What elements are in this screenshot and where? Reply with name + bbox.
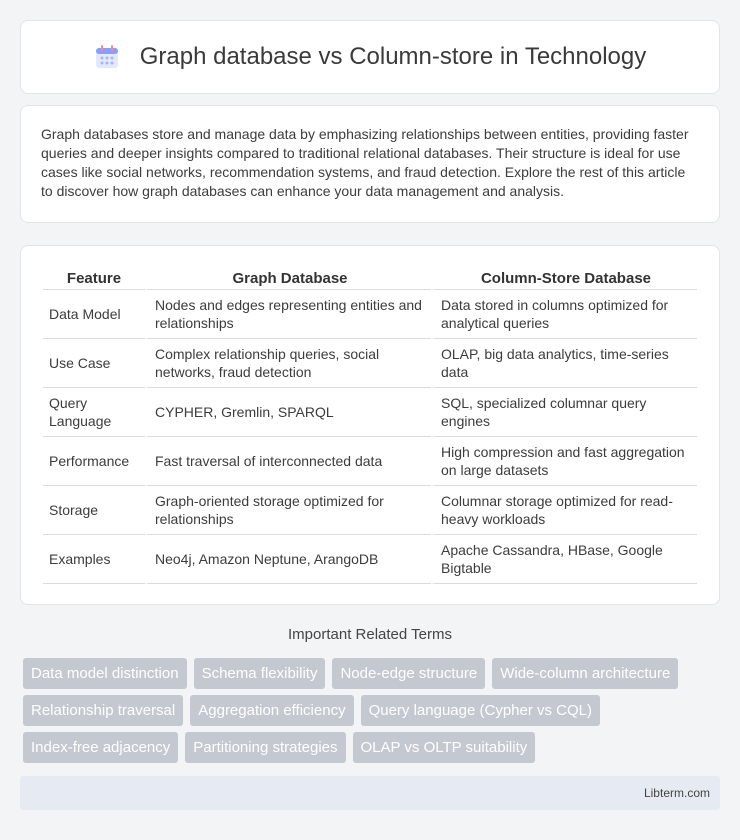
column-store-cell: SQL, specialized columnar query engines [431, 388, 697, 437]
header-feature: Feature [43, 266, 145, 290]
header-column-store-database: Column-Store Database [431, 266, 697, 290]
table-row [43, 437, 697, 486]
graph-cell: Graph-oriented storage optimized for relationships [145, 486, 431, 535]
feature-cell: Query Language [43, 388, 145, 437]
column-store-cell: Apache Cassandra, HBase, Google Bigtable [431, 535, 697, 584]
column-store-cell: High compression and fast aggregation on large datasets [431, 437, 697, 486]
table-row [43, 486, 697, 535]
intro-paragraph: Graph databases store and manage data by emphasizing relationships between entities, providing faster queries and deeper insights compared to traditional relational databases. Their structure is ideal for use cases like social networks, recommendation systems, and fraud detection. Explore the rest of this article to discover how graph databases can enhance your data management and analysis. [41, 126, 689, 199]
tag-data-model-distinction[interactable]: Data model distinction [23, 658, 187, 689]
footer-site-link[interactable]: Libterm.com [643, 786, 710, 800]
header-graph-database: Graph Database [145, 266, 431, 290]
column-store-cell: OLAP, big data analytics, time-series data [431, 339, 697, 388]
table-row [43, 339, 697, 388]
column-store-cell: Columnar storage optimized for read-heavy workloads [431, 486, 697, 535]
title-card [20, 20, 720, 94]
tag-schema-flexibility[interactable]: Schema flexibility [194, 658, 326, 689]
page-title: Graph database vs Column-store in Technology [139, 43, 647, 70]
tag-row [23, 695, 723, 726]
column-store-cell: Data stored in columns optimized for analytical queries [431, 290, 697, 339]
tag-olap-vs-oltp[interactable]: OLAP vs OLTP suitability [353, 732, 536, 763]
graph-cell: Nodes and edges representing entities and relationships [145, 290, 431, 339]
graph-cell: Neo4j, Amazon Neptune, ArangoDB [145, 535, 431, 584]
graph-cell: CYPHER, Gremlin, SPARQL [145, 388, 431, 437]
table-row [43, 535, 697, 584]
related-terms-heading: Important Related Terms [288, 626, 452, 643]
tag-relationship-traversal[interactable]: Relationship traversal [23, 695, 183, 726]
calendar-icon [94, 44, 120, 70]
tag-index-free-adjacency[interactable]: Index-free adjacency [23, 732, 178, 763]
feature-cell: Data Model [43, 290, 145, 339]
table-row [43, 388, 697, 437]
feature-cell: Examples [43, 535, 145, 584]
tag-wide-column-architecture[interactable]: Wide-column architecture [492, 658, 678, 689]
footer [20, 776, 720, 810]
graph-cell: Fast traversal of interconnected data [145, 437, 431, 486]
intro-card [20, 105, 720, 223]
tag-aggregation-efficiency[interactable]: Aggregation efficiency [190, 695, 353, 726]
tag-query-language[interactable]: Query language (Cypher vs CQL) [361, 695, 600, 726]
feature-cell: Performance [43, 437, 145, 486]
tag-node-edge-structure[interactable]: Node-edge structure [332, 658, 485, 689]
table-header-row [43, 266, 697, 290]
feature-cell: Use Case [43, 339, 145, 388]
comparison-card [20, 245, 720, 605]
tag-row [23, 658, 723, 689]
feature-cell: Storage [43, 486, 145, 535]
table-row [43, 290, 697, 339]
tag-row [23, 732, 723, 763]
related-terms-list [23, 658, 723, 769]
graph-cell: Complex relationship queries, social networks, fraud detection [145, 339, 431, 388]
comparison-table [43, 266, 697, 584]
tag-partitioning-strategies[interactable]: Partitioning strategies [185, 732, 345, 763]
